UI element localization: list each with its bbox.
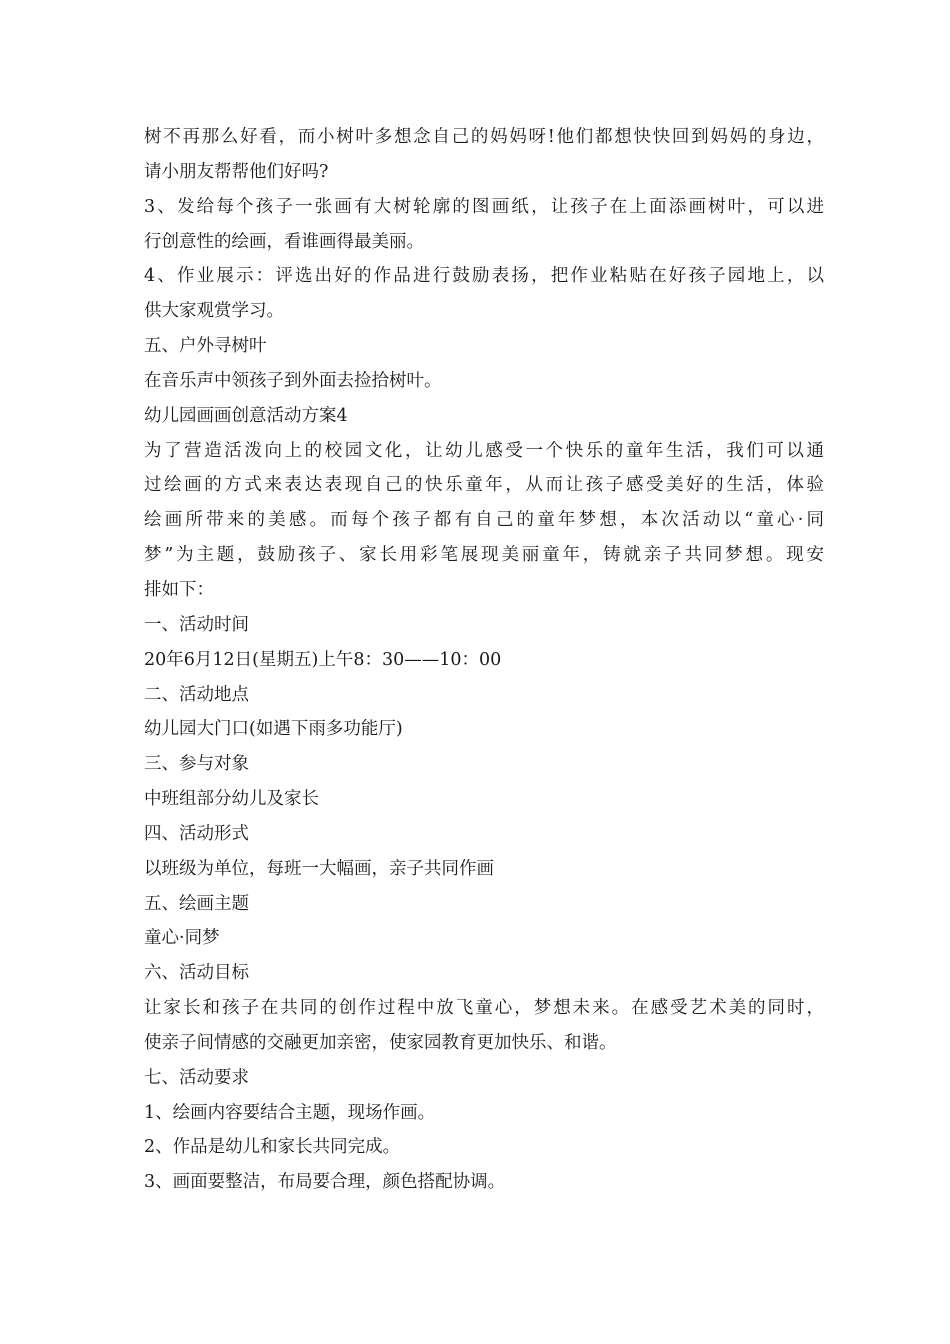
text-line: 20年6月12日(星期五)上午8：30——10：00 xyxy=(144,649,502,670)
text-line: 1、绘画内容要结合主题，现场作画。 xyxy=(144,1102,436,1123)
text-line: 行创意性的绘画，看谁画得最美丽。 xyxy=(144,231,424,252)
text-line: 童心·同梦 xyxy=(144,928,220,949)
section-heading: 二、活动地点 xyxy=(144,684,249,705)
section-heading: 一、活动时间 xyxy=(144,614,249,635)
section-heading: 七、活动要求 xyxy=(144,1067,249,1088)
text-line: 请小朋友帮帮他们好吗? xyxy=(144,161,329,182)
section-heading: 五、绘画主题 xyxy=(144,893,249,914)
text-line: 3、画面要整洁，布局要合理，颜色搭配协调。 xyxy=(144,1172,506,1193)
text-line: 3、发给每个孩子一张画有大树轮廓的图画纸，让孩子在上面添画树叶，可以进 xyxy=(144,196,824,217)
text-line: 中班组部分幼儿及家长 xyxy=(144,789,319,810)
text-line: 排如下： xyxy=(144,579,214,600)
document-title: 幼儿园画画创意活动方案4 xyxy=(144,405,348,426)
section-heading: 六、活动目标 xyxy=(144,963,249,984)
text-line: 以班级为单位，每班一大幅画，亲子共同作画 xyxy=(144,858,494,879)
text-line: 在音乐声中领孩子到外面去捡拾树叶。 xyxy=(144,370,442,391)
text-line: 让家长和孩子在共同的创作过程中放飞童心，梦想未来。在感受艺术美的同时， xyxy=(144,998,824,1019)
section-heading: 四、活动形式 xyxy=(144,823,249,844)
section-heading: 三、参与对象 xyxy=(144,754,249,775)
text-line: 为了营造活泼向上的校园文化，让幼儿感受一个快乐的童年生活，我们可以通 xyxy=(144,440,824,461)
text-line: 树不再那么好看，而小树叶多想念自己的妈妈呀!他们都想快快回到妈妈的身边， xyxy=(144,127,824,147)
text-line: 过绘画的方式来表达表现自己的快乐童年，从而让孩子感受美好的生活，体验 xyxy=(144,475,824,496)
text-line: 使亲子间情感的交融更加亲密，使家园教育更加快乐、和谐。 xyxy=(144,1032,617,1053)
text-line: 供大家观赏学习。 xyxy=(144,301,284,322)
text-line: 幼儿园大门口(如遇下雨多功能厅) xyxy=(144,719,403,740)
text-line: 4、作业展示：评选出好的作品进行鼓励表扬，把作业粘贴在好孩子园地上，以 xyxy=(144,266,824,287)
text-line: 绘画所带来的美感。而每个孩子都有自己的童年梦想，本次活动以“童心·同 xyxy=(144,510,824,531)
document-body xyxy=(144,120,824,1200)
text-line: 梦”为主题，鼓励孩子、家长用彩笔展现美丽童年，铸就亲子共同梦想。现安 xyxy=(144,545,824,566)
text-line: 2、作品是幼儿和家长共同完成。 xyxy=(144,1137,401,1158)
section-heading: 五、户外寻树叶 xyxy=(144,336,267,357)
